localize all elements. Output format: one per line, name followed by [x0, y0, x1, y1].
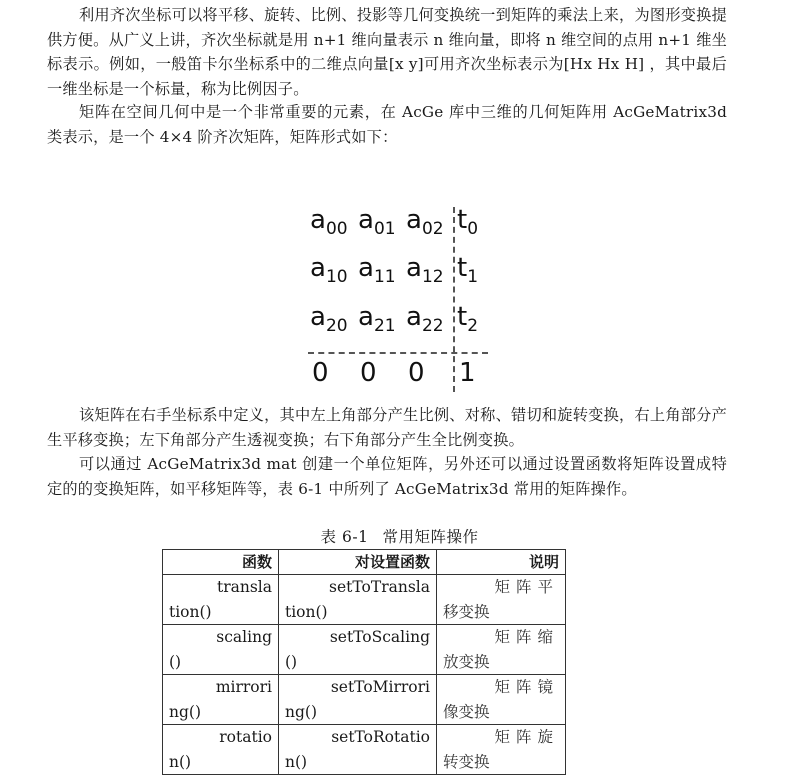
cell-description: 矩阵缩 放变换 [437, 625, 566, 675]
cell-function: transla tion() [163, 575, 279, 625]
column-header-setter: 对设置函数 [279, 550, 437, 575]
column-header-description: 说明 [437, 550, 566, 575]
cell-function: rotatio n() [163, 725, 279, 775]
cell-setter: setToMirrori ng() [279, 675, 437, 725]
cell-setter: setToTransla tion() [279, 575, 437, 625]
table-caption [0, 525, 799, 547]
paragraph-matrix-intro: 矩阵在空间几何中是一个非常重要的元素，在 AcGe 库中三维的几何矩阵用 AcGeMatrix3d 类表示，是一个 4×4 阶齐次矩阵，矩阵形式如下： [47, 103, 727, 146]
matrix-horizontal-divider [308, 352, 488, 354]
cell-description: 矩阵镜 像变换 [437, 675, 566, 725]
matrix-cell: $a_{12}$ [406, 253, 444, 287]
matrix-cell: $a_{10}$ [310, 253, 348, 287]
table-row [163, 625, 566, 675]
matrix-cell: $a_{11}$ [358, 253, 396, 287]
table-row [163, 675, 566, 725]
matrix-cell: $a_{00}$ [310, 205, 348, 239]
table-header-row [163, 550, 566, 575]
cell-setter: setToScaling () [279, 625, 437, 675]
cell-setter: setToRotatio n() [279, 725, 437, 775]
column-header-function: 函数 [163, 550, 279, 575]
matrix-cell: $t_0$ [457, 205, 479, 239]
cell-description: 矩阵平 移变换 [437, 575, 566, 625]
matrix-cell: $a_{02}$ [406, 205, 444, 239]
matrix-cell: 0 [360, 358, 377, 388]
matrix-operations-table [162, 549, 566, 775]
cell-function: scaling () [163, 625, 279, 675]
matrix-cell: 1 [459, 358, 476, 388]
matrix-figure [305, 205, 490, 395]
paragraph-matrix-definition: 该矩阵在右手坐标系中定义，其中左上角部分产生比例、对称、错切和旋转变换，右上角部分产生平移变换；左下角部分产生透视变换；右下角部分产生全比例变换。 [47, 406, 727, 449]
matrix-cell: $a_{01}$ [358, 205, 396, 239]
matrix-cell: $a_{21}$ [358, 302, 396, 336]
matrix-vertical-divider [453, 207, 455, 392]
table-row [163, 725, 566, 775]
paragraph-matrix-operations: 可以通过 AcGeMatrix3d mat 创建一个单位矩阵，另外还可以通过设置函数将矩阵设置成特定的的变换矩阵，如平移矩阵等，表 6-1 中所列了 AcGeMatrix3d 常用的矩阵操作。 [47, 455, 727, 498]
matrix-cell: 0 [408, 358, 425, 388]
matrix-cell: $a_{20}$ [310, 302, 348, 336]
paragraph-homogeneous-coordinates: 利用齐次坐标可以将平移、旋转、比例、投影等几何变换统一到矩阵的乘法上来，为图形变换提供方便。从广义上讲，齐次坐标就是用 n+1 维向量表示 n 维向量，即将 n 维空间的点用 n+1 维坐标表示。例如，一般笛卡尔坐标系中的二维点向量[x y]可用齐次坐标表示为[Hx Hx H] ，其中最后一维坐标是一个标量，称为比例因子。 [47, 6, 727, 98]
matrix-cell: 0 [312, 358, 329, 388]
table-row [163, 575, 566, 625]
table-caption-number: 表 6-1 [320, 528, 369, 546]
matrix-cell: $a_{22}$ [406, 302, 444, 336]
cell-description: 矩阵旋 转变换 [437, 725, 566, 775]
matrix-cell: $t_1$ [457, 253, 479, 287]
cell-function: mirrori ng() [163, 675, 279, 725]
matrix-cell: $t_2$ [457, 302, 479, 336]
table-caption-title: 常用矩阵操作 [382, 528, 479, 546]
